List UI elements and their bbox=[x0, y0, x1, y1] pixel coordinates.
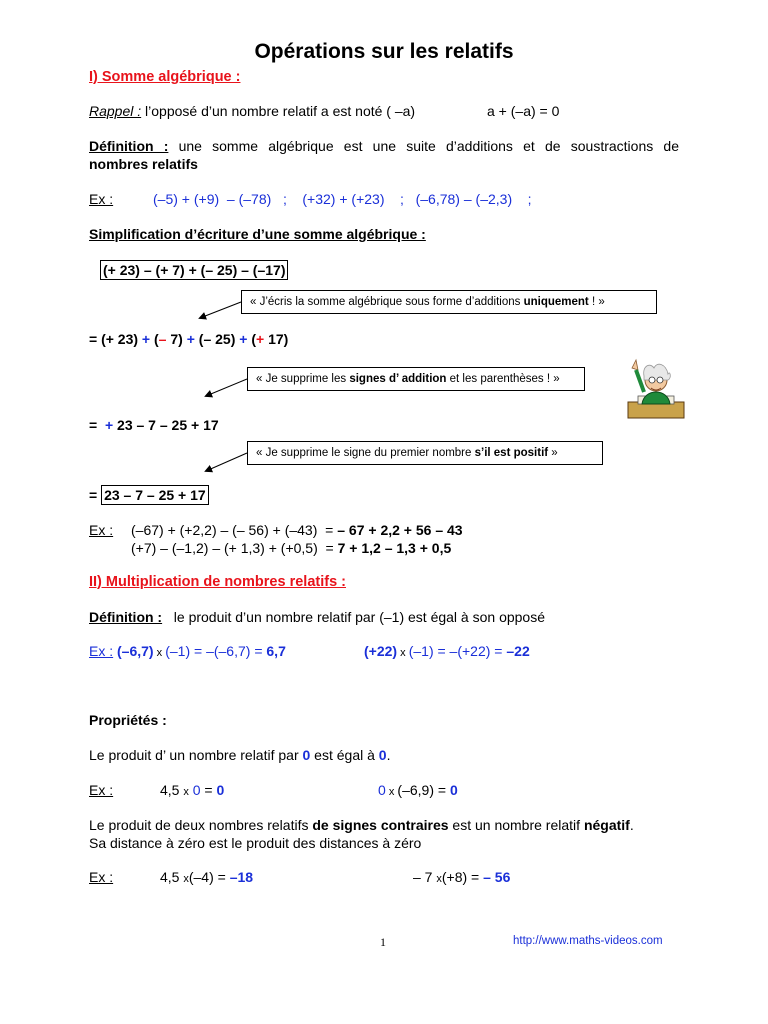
section-heading-somme: I) Somme algébrique : bbox=[89, 69, 241, 85]
property-signes-contraires: Le produit de deux nombres relatifs de signes contraires est un nombre relatif négatif. bbox=[89, 817, 634, 833]
example3-a: 4,5 x 0 = 0 bbox=[160, 782, 225, 798]
rappel-text: l’opposé d’un nombre relatif a est noté ( –a) bbox=[141, 103, 416, 119]
example2-label: Ex : bbox=[89, 522, 114, 538]
page-title: Opérations sur les relatifs bbox=[254, 40, 514, 63]
example-oppose-2: (+22) x (–1) = –(+22) = –22 bbox=[364, 643, 530, 659]
definition2-line: Définition : le produit d’un nombre relatif par (–1) est égal à son opposé bbox=[89, 609, 546, 625]
property-zero: Le produit d’ un nombre relatif par 0 est égal à 0. bbox=[89, 747, 391, 763]
example3-label: Ex : bbox=[89, 782, 114, 798]
section-heading-multiplication: II) Multiplication de nombres relatifs : bbox=[89, 574, 346, 590]
expression-initial: (+ 23) – (+ 7) + (– 25) – (–17) bbox=[100, 260, 288, 280]
example-oppose-1: Ex : (–6,7) x (–1) = –(–6,7) = 6,7 bbox=[89, 643, 286, 659]
example3-b: 0 x (–6,9) = 0 bbox=[378, 782, 458, 798]
definition-label: Définition : bbox=[89, 138, 169, 154]
example-sums: (–5) + (+9) – (–78) ; (+32) + (+23) ; (–6,78) – (–2,3) ; bbox=[153, 191, 532, 207]
rappel-label: Rappel : bbox=[89, 103, 142, 119]
example4-b: – 7 x(+8) = – 56 bbox=[413, 869, 511, 885]
simplification-heading: Simplification d’écriture d’une somme algébrique : bbox=[89, 226, 426, 242]
example4-label: Ex : bbox=[89, 869, 114, 885]
page-number: 1 bbox=[380, 935, 386, 949]
callout-additions: « J’écris la somme algébrique sous forme d’additions uniquement ! » bbox=[241, 290, 657, 314]
example2-line2: (+7) – (–1,2) – (+ 1,3) + (+0,5) = 7 + 1,2 – 1,3 + 0,5 bbox=[131, 540, 452, 556]
example2-line1: (–67) + (+2,2) – (– 56) + (–43) = – 67 + 2,2 + 56 – 43 bbox=[131, 522, 463, 538]
expression-without-plus: = + 23 – 7 – 25 + 17 bbox=[89, 417, 219, 433]
definition-text: une somme algébrique est une suite d’additions et de soustractions de bbox=[168, 138, 679, 154]
example-label: Ex : bbox=[89, 191, 114, 207]
callout-supprime-signes: « Je supprime les signes d’ addition et les parenthèses ! » bbox=[247, 367, 585, 391]
properties-heading: Propriétés : bbox=[89, 712, 167, 728]
expression-final: = 23 – 7 – 25 + 17 bbox=[89, 487, 209, 503]
example4-a: 4,5 x(–4) = –18 bbox=[160, 869, 254, 885]
professor-illustration bbox=[624, 358, 688, 420]
rappel-equation: a + (–a) = 0 bbox=[487, 103, 560, 119]
site-url-link[interactable]: http://www.maths-videos.com bbox=[513, 935, 663, 947]
expression-additions: = (+ 23) + (– 7) + (– 25) + (+ 17) bbox=[89, 331, 289, 347]
definition-text-2: nombres relatifs bbox=[89, 156, 198, 172]
property-distance: Sa distance à zéro est le produit des distances à zéro bbox=[89, 835, 422, 851]
callout-premier-signe: « Je supprime le signe du premier nombre s’il est positif » bbox=[247, 441, 603, 465]
